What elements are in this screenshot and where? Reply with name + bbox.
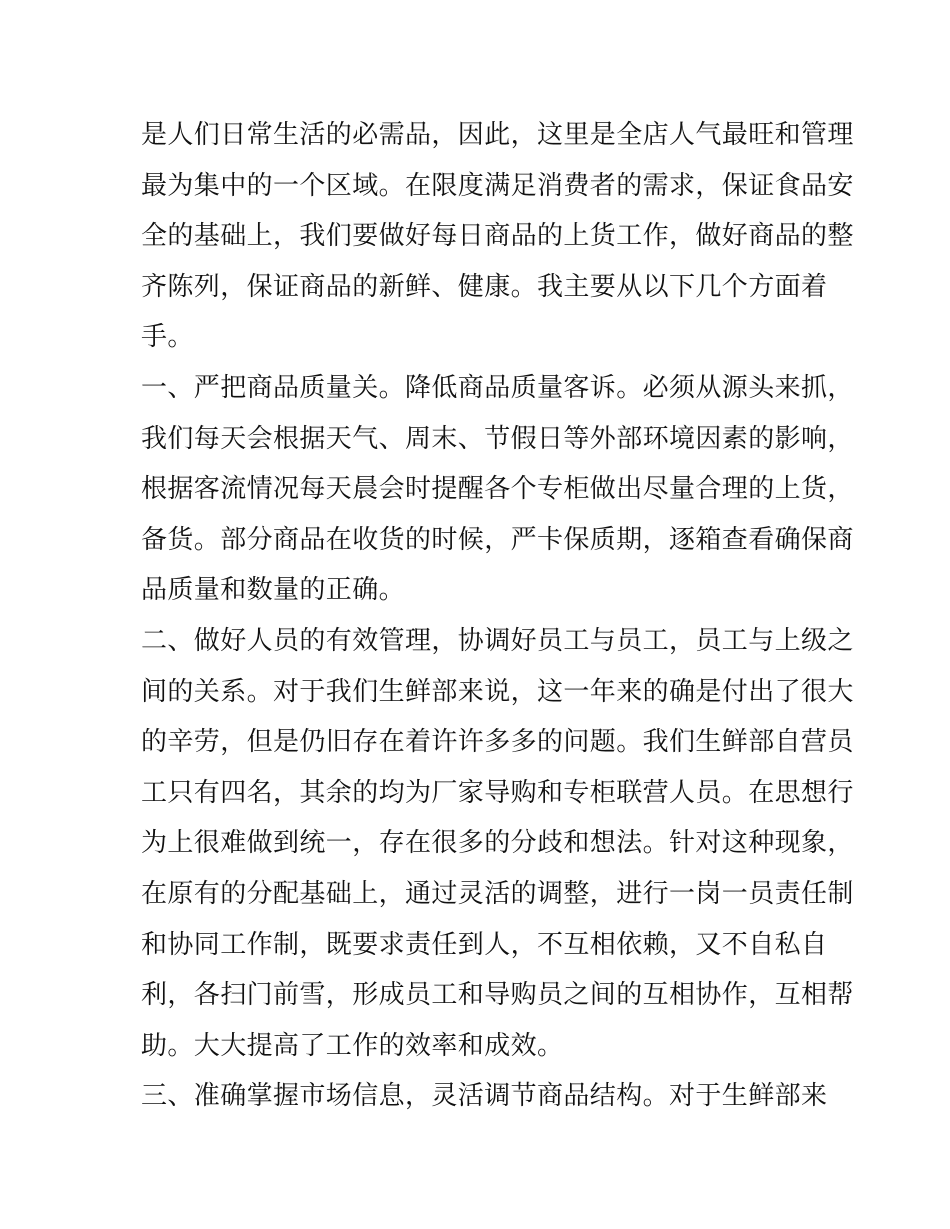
text-line-4: 齐陈列，保证商品的新鲜、健康。我主要从以下几个方面着 [141, 271, 828, 302]
text-line-10: 品质量和数量的正确。 [141, 575, 406, 606]
text-line-7: 我们每天会根据天气、周末、节假日等外部环境因素的影响， [141, 423, 854, 454]
text-line-6: 一、严把商品质量关。降低商品质量客诉。必须从源头来抓， [141, 372, 854, 403]
text-line-14: 工只有四名，其余的均为厂家导购和专柜联营人员。在思想行 [141, 777, 854, 808]
text-line-20: 三、准确掌握市场信息，灵活调节商品结构。对于生鲜部来 [141, 1081, 828, 1112]
text-line-18: 利，各扫门前雪，形成员工和导购员之间的互相协作，互相帮 [141, 980, 854, 1011]
text-line-5: 手。 [141, 322, 194, 353]
text-line-13: 的辛劳，但是仍旧存在着许许多多的问题。我们生鲜部自营员 [141, 727, 854, 758]
text-line-9: 备货。部分商品在收货的时候，严卡保质期，逐箱查看确保商 [141, 524, 854, 555]
text-line-11: 二、做好人员的有效管理，协调好员工与员工，员工与上级之 [141, 625, 854, 656]
text-line-19: 助。大大提高了工作的效率和成效。 [141, 1030, 564, 1061]
text-line-1: 是人们日常生活的必需品，因此，这里是全店人气最旺和管理 [141, 120, 854, 150]
text-line-3: 全的基础上，我们要做好每日商品的上货工作，做好商品的整 [141, 221, 854, 252]
body-text [141, 110, 854, 1122]
text-line-8: 根据客流情况每天晨会时提醒各个专柜做出尽量合理的上货， [141, 474, 854, 505]
text-line-12: 间的关系。对于我们生鲜部来说，这一年来的确是付出了很大 [141, 676, 854, 707]
text-line-17: 和协同工作制，既要求责任到人，不互相依赖，又不自私自 [141, 929, 828, 960]
text-line-15: 为上很难做到统一，存在很多的分歧和想法。针对这种现象， [141, 828, 854, 859]
text-line-16: 在原有的分配基础上，通过灵活的调整，进行一岗一员责任制 [141, 878, 854, 909]
text-line-2: 最为集中的一个区域。在限度满足消费者的需求，保证食品安 [141, 170, 854, 201]
